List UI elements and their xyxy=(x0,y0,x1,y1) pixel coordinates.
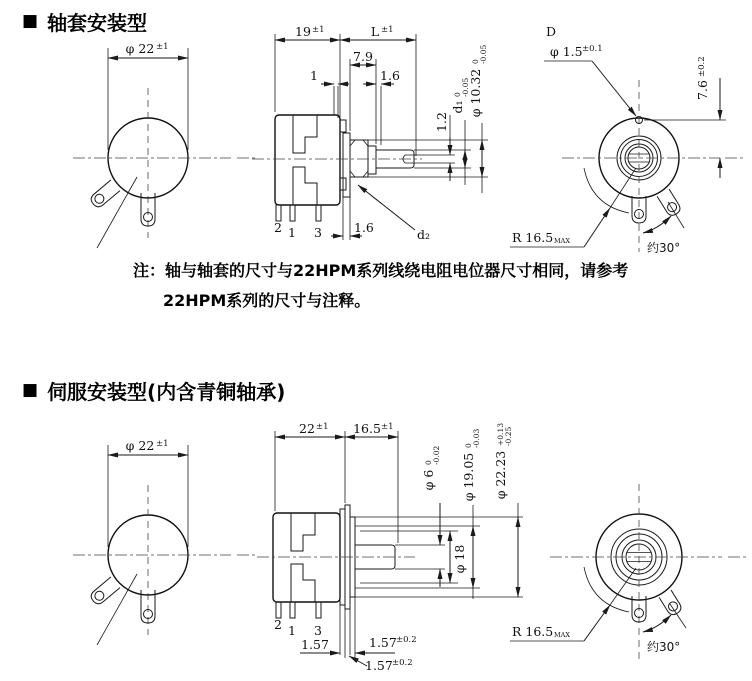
tolerance-upper: 0 xyxy=(471,59,480,64)
angle-label: 约30° xyxy=(647,241,681,255)
dim-label: 1.57 xyxy=(365,658,393,673)
dim-label: 1.6 xyxy=(354,220,374,235)
dim-phi10.32 xyxy=(468,45,488,193)
mounting-lug-angled xyxy=(657,189,682,218)
dim-L xyxy=(340,24,416,156)
dim-angle-30 xyxy=(643,202,684,255)
dim-tolerance: ±1 xyxy=(381,422,394,432)
dim-1.57-b xyxy=(355,635,417,653)
square-bullet-icon: ■ xyxy=(22,380,39,400)
terminal-pins xyxy=(274,205,322,240)
dim-r16.5 xyxy=(510,168,636,247)
dim-label: φ 22 xyxy=(125,438,155,453)
mounting-lug-angled xyxy=(89,577,120,606)
note-block xyxy=(133,256,693,316)
plate-extension-lines xyxy=(340,597,355,658)
dim-label: L xyxy=(370,24,380,39)
dim-label: 19 xyxy=(295,24,311,39)
dim-label: 7.6 xyxy=(695,80,710,100)
dim-label: 1.57 xyxy=(369,635,397,650)
dim-tolerance: ±1 xyxy=(312,25,325,35)
pin-1-label: 1 xyxy=(288,225,296,240)
dim-label: 1.2 xyxy=(434,112,449,132)
section2-title xyxy=(22,376,285,405)
dim-suffix: MAX xyxy=(554,237,570,245)
potentiometer-body xyxy=(273,513,340,602)
dim-label: φ 19.05 xyxy=(461,452,476,502)
dim-label: R 16.5 xyxy=(512,624,554,639)
potentiometer-body xyxy=(275,115,340,205)
dim-1.6-bottom xyxy=(331,197,374,240)
dim-label: 1.6 xyxy=(380,68,400,83)
body-tab-top xyxy=(340,120,346,132)
dim-tolerance: ±0.1 xyxy=(582,44,603,54)
body-inner-contour-bottom xyxy=(291,564,315,602)
tolerance-lower: -0.02 xyxy=(432,445,441,465)
pin-3-label: 3 xyxy=(314,225,322,240)
dim-1.57-c xyxy=(349,656,413,673)
dim-1 xyxy=(310,68,349,118)
terminal-pins xyxy=(274,602,322,638)
dim-label: φ 6 xyxy=(421,469,436,491)
dim-22 xyxy=(275,421,345,511)
note-line-2: 22HPM系列的尺寸与注释。 xyxy=(163,291,371,310)
note-line-1: 注：轴与轴套的尺寸与22HPM系列线绕电阻电位器尺寸相同，请参考 xyxy=(133,261,629,280)
dim-1.57-a xyxy=(300,637,340,653)
mounting-lug-angled xyxy=(89,180,120,209)
angle-label: 约30° xyxy=(647,640,681,654)
dim-d1 xyxy=(450,78,470,185)
dim-label: 22 xyxy=(299,421,315,436)
dim-tolerance: ±0.2 xyxy=(697,56,707,77)
tolerance-lower: -0.05 xyxy=(479,44,488,64)
pin-1-label: 1 xyxy=(288,623,296,638)
pin-2-label: 2 xyxy=(274,617,282,632)
hole-ref-label: D xyxy=(546,24,557,39)
servo-rear-view xyxy=(510,480,752,680)
dim-1.2 xyxy=(434,112,450,181)
section1-title xyxy=(22,7,147,36)
servo-front-view xyxy=(55,433,265,673)
bushing-front-view xyxy=(55,40,265,275)
extension-lines xyxy=(368,140,488,177)
dim-label: 1 xyxy=(310,68,318,83)
dim-phi22 xyxy=(108,438,188,547)
section2-title-text: 伺服安装型(内含青铜轴承) xyxy=(47,380,286,404)
dim-label: φ 18 xyxy=(452,544,467,574)
pin-3-label: 3 xyxy=(314,623,322,638)
body-inner-contour-top xyxy=(293,115,317,153)
lug-axis-line xyxy=(97,177,137,248)
dim-label: d₁ xyxy=(450,100,465,114)
tolerance-lower: -0.03 xyxy=(472,428,481,448)
section1-title-text: 轴套安装型 xyxy=(47,11,148,35)
body-inner-contour-bottom xyxy=(293,167,317,205)
dim-phi1.5 xyxy=(544,44,636,116)
mounting-lug-angled xyxy=(659,590,683,617)
dim-label: φ 10.32 xyxy=(468,68,483,118)
dim-7.6 xyxy=(644,56,726,178)
dim-1.6-top xyxy=(363,68,400,145)
tolerance-upper: +0.13 xyxy=(496,423,505,446)
dim-phi18 xyxy=(450,531,467,583)
dim-label: φ 1.5 xyxy=(550,44,583,59)
dim-16.5 xyxy=(345,421,398,543)
dim-tolerance: ±0.2 xyxy=(392,658,413,668)
servo-side-view xyxy=(255,421,550,681)
dim-r16.5 xyxy=(510,567,636,641)
dim-label: φ 22.23 xyxy=(493,450,508,500)
tolerance-lower: -0.05 xyxy=(461,77,470,97)
bushing-rear-view xyxy=(510,20,752,265)
dim-label: R 16.5 xyxy=(512,230,554,245)
dim-tolerance: ±0.2 xyxy=(396,635,417,645)
dim-label: φ 22 xyxy=(125,41,155,56)
pin-2-label: 2 xyxy=(274,220,282,235)
dim-suffix: MAX xyxy=(554,631,570,639)
lug-axis-line xyxy=(97,574,137,645)
bushing-side-view xyxy=(250,25,550,260)
dim-label: d₂ xyxy=(417,227,431,242)
dim-tolerance: ±1 xyxy=(316,422,329,432)
dim-tolerance: ±1 xyxy=(381,25,394,35)
tolerance-upper: 0 xyxy=(424,460,433,465)
square-bullet-icon: ■ xyxy=(22,11,39,31)
extension-lines xyxy=(355,517,523,597)
dim-tolerance: ±1 xyxy=(156,439,169,449)
tolerance-upper: 0 xyxy=(464,443,473,448)
dim-19 xyxy=(275,24,340,117)
dim-7.9 xyxy=(350,49,376,144)
body-inner-contour-top xyxy=(291,513,315,551)
tolerance-lower: -0.25 xyxy=(504,426,513,446)
dim-tolerance: ±1 xyxy=(156,42,169,52)
dim-label: 7.9 xyxy=(353,49,373,64)
bushing-collar xyxy=(368,146,376,174)
dim-phi6 xyxy=(421,446,441,587)
threaded-bushing-nut xyxy=(350,140,368,177)
dim-phi22 xyxy=(108,41,188,150)
tolerance-upper: 0 xyxy=(453,92,462,97)
dim-label: 1.57 xyxy=(301,637,329,652)
dim-label: 16.5 xyxy=(353,421,381,436)
